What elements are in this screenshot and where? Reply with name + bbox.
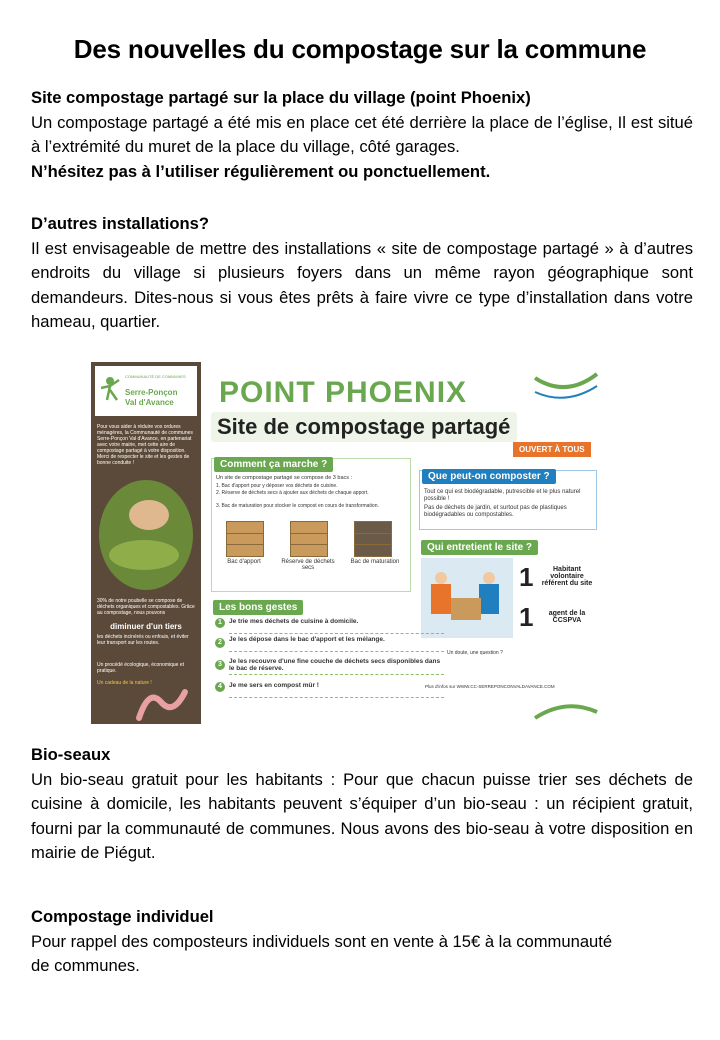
- gesture-4-number: 4: [215, 682, 225, 692]
- gestures-heading: Les bons gestes: [213, 600, 303, 615]
- how-intro: Un site de compostage partagé se compose de 3 bacs :: [216, 475, 353, 481]
- bottom-swoosh-icon: [531, 692, 601, 722]
- compost-photo: [99, 480, 193, 590]
- poster-subtitle: Site de compostage partagé: [211, 412, 517, 442]
- how-heading: Comment ça marche ?: [214, 457, 333, 472]
- section-heading: Site compostage partagé sur la place du village (point Phoenix): [31, 88, 531, 107]
- green-swoosh-icon: [531, 368, 601, 408]
- bin-reserve: [290, 521, 328, 557]
- sidebar-stat-big: diminuer d'un tiers: [110, 622, 182, 631]
- bin-maturation: [354, 521, 392, 557]
- gesture-3: Je les recouvre d'une fine couche de déchets secs disponibles dans le bac de réserve.: [229, 658, 444, 675]
- gesture-1: Je trie mes déchets de cuisine à domicile.: [229, 618, 444, 634]
- section-text: Pour rappel des composteurs individuels sont en vente à 15€ à la communauté de communes.: [31, 931, 613, 975]
- logo-line-1: COMMUNAUTÉ DE COMMUNES: [125, 374, 186, 379]
- who-1-text: Habitant volontaire référent du site: [541, 566, 593, 587]
- worm-icon: [135, 682, 195, 722]
- logo-line-3: Val d'Avance: [125, 398, 174, 407]
- sidebar-stat-end: les déchets incinérés ou enfouis, et éviter leur transport sur les routes.: [97, 634, 189, 646]
- gesture-2-number: 2: [215, 638, 225, 648]
- bin-1-label: Bac d'apport: [227, 559, 261, 565]
- who-1-number: 1: [519, 562, 534, 592]
- bin-apport: [226, 521, 264, 557]
- section-text: Un bio-seau gratuit pour les habitants : Pour que chacun puisse trier ses déchets de cuisine à domicile, les habitants peuvent s’équiper d’un bio-seau : un récipient gratuit, fourni par la communauté de communes. Nous avons des bio-seau à votre disposition en mairie de Piégut.: [31, 769, 693, 862]
- section-site-compostage: [31, 86, 693, 184]
- what-text: Tout ce qui est biodégradable, putrescible et le plus naturel possible !: [424, 489, 581, 502]
- gesture-4: Je me sers en compost mûr !: [229, 682, 444, 698]
- poster-sidebar: [91, 362, 201, 724]
- contact-line: Un doute, une question ?: [447, 650, 503, 656]
- section-bio-seaux: [31, 743, 693, 866]
- how-step-2: 2. Réserve de déchets secs à ajouter aux déchets de chaque apport.: [216, 490, 369, 496]
- who-2-number: 1: [519, 602, 534, 632]
- sidebar-closing: Un procédé écologique, économique et pratique.: [97, 662, 185, 674]
- website-line: Plus d'infos sur WWW.CC-SERREPONCONVALDAVANCE.COM: [425, 684, 555, 689]
- section-heading: D’autres installations?: [31, 214, 209, 233]
- what-heading: Que peut-on composter ?: [422, 469, 556, 484]
- sidebar-gift: Un cadeau de la nature !: [97, 680, 152, 686]
- how-step-1: 1. Bac d'apport pour y déposer vos déchets de cuisine.: [216, 483, 338, 489]
- point-phoenix-poster: [91, 362, 603, 724]
- bin-3-label: Bac de maturation: [350, 559, 400, 565]
- section-text: Un compostage partagé a été mis en place cet été derrière la place de l’église, Il est situé à l’extrémité du muret de la place du village, côté garages.: [31, 112, 693, 156]
- logo-line-2: Serre-Ponçon: [125, 388, 178, 397]
- gesture-1-number: 1: [215, 618, 225, 628]
- section-heading: Compostage individuel: [31, 907, 214, 926]
- section-autres-installations: [31, 212, 693, 335]
- poster-brand: POINT PHOENIX: [219, 376, 468, 409]
- who-2-text: agent de la CCSPVA: [548, 610, 586, 624]
- what-not: Pas de déchets de jardin, et surtout pas de plastiques biodégradables ou compostables.: [424, 505, 567, 518]
- how-it-works-box: [211, 458, 411, 592]
- section-heading: Bio-seaux: [31, 745, 111, 764]
- sidebar-stat: 30% de notre poubelle se compose de déchets organiques et compostables. Grâce au compostage, nous pouvons: [97, 598, 195, 616]
- ccspva-logo: [95, 366, 197, 416]
- gesture-2: Je les dépose dans le bac d'apport et les mélange.: [229, 636, 444, 652]
- bin-2-label: Réserve de déchets secs: [281, 559, 335, 571]
- page-title: Des nouvelles du compostage sur la commune: [73, 34, 647, 64]
- section-compostage-individuel: [31, 905, 631, 979]
- section-text: Il est envisageable de mettre des installations « site de compostage partagé » à d’autres endroits du village si plusieurs foyers dans un même rayon géographique sont demandeurs. Dites-nous si vous êtes prêts à faire vivre ce type d’installation dans votre hameau, quartier.: [31, 238, 693, 331]
- sidebar-intro: Pour vous aider à réduire vos ordures ménagères, la Communauté de communes Serre-Ponçon Val d'Avance, en partenariat avec votre mairie, met cette aire de compostage partagé à votre disposition. Merci de respecter le site et les gestes de bonne conduite !: [97, 424, 193, 466]
- who-heading: Qui entretient le site ?: [421, 540, 538, 555]
- what-to-compost-box: [419, 470, 597, 530]
- person-logo-icon: [99, 376, 121, 402]
- open-badge: OUVERT À TOUS: [513, 442, 591, 457]
- how-step-3: 3. Bac de maturation pour stocker le compost en cours de transformation.: [216, 503, 379, 509]
- section-emphasis: N’hésitez pas à l’utiliser régulièrement ou ponctuellement.: [31, 161, 491, 181]
- gesture-3-number: 3: [215, 660, 225, 670]
